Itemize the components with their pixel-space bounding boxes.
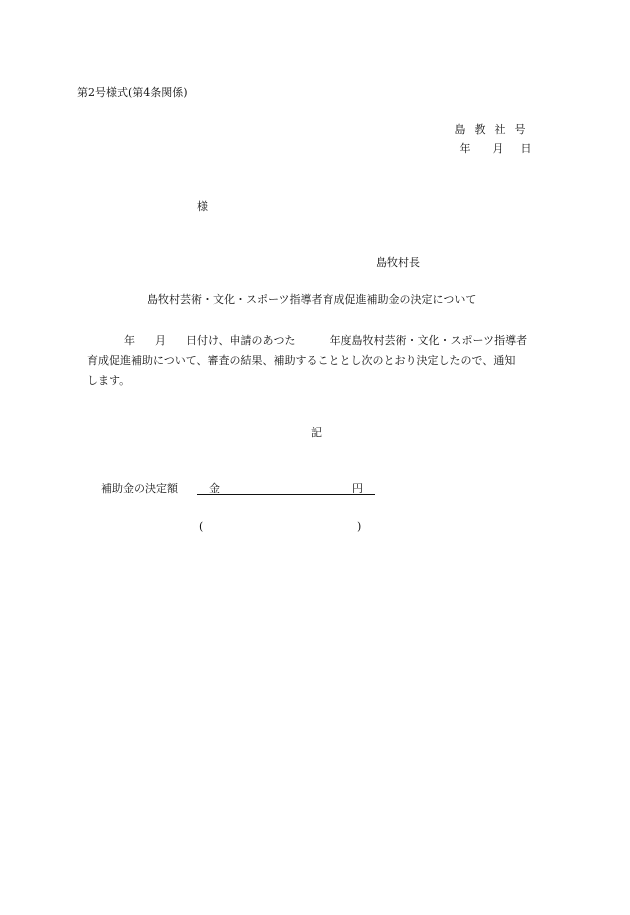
reference-char: 島 bbox=[454, 123, 466, 136]
amount-label: 補助金の決定額 bbox=[101, 482, 178, 495]
body-text bbox=[87, 331, 557, 391]
date-year: 年 bbox=[459, 142, 471, 155]
recipient-honorific: 様 bbox=[197, 200, 208, 213]
amount-field bbox=[197, 481, 375, 495]
body-year: 年 bbox=[124, 334, 135, 347]
amount-note-paren-close: ) bbox=[357, 520, 362, 533]
body-date-phrase: 日付け、申請のあつた bbox=[186, 334, 296, 347]
form-number-title: 第2号様式(第4条関係) bbox=[77, 86, 188, 99]
body-line-2: 育成促進補助について、審査の結果、補助することとし次のとおり決定したので、通知 bbox=[87, 354, 516, 367]
document-subject: 島牧村芸術・文化・スポーツ指導者育成促進補助金の決定について bbox=[147, 293, 477, 306]
sender-name: 島牧村長 bbox=[376, 256, 420, 269]
reference-char: 号 bbox=[514, 123, 526, 136]
date-day: 日 bbox=[520, 142, 532, 155]
amount-yen: 円 bbox=[352, 482, 363, 495]
body-line-1 bbox=[87, 331, 557, 351]
reference-char: 社 bbox=[494, 123, 506, 136]
date-month: 月 bbox=[492, 142, 504, 155]
reference-char: 教 bbox=[474, 123, 486, 136]
amount-kin: 金 bbox=[209, 482, 220, 495]
ki-heading: 記 bbox=[311, 426, 322, 439]
body-fiscal-phrase: 年度島牧村芸術・文化・スポーツ指導者 bbox=[329, 334, 528, 347]
body-line-3: します。 bbox=[87, 374, 131, 387]
document-reference-number bbox=[450, 124, 530, 135]
document-date bbox=[450, 143, 536, 154]
body-month: 月 bbox=[155, 334, 166, 347]
amount-note-paren-open: ( bbox=[199, 520, 204, 533]
